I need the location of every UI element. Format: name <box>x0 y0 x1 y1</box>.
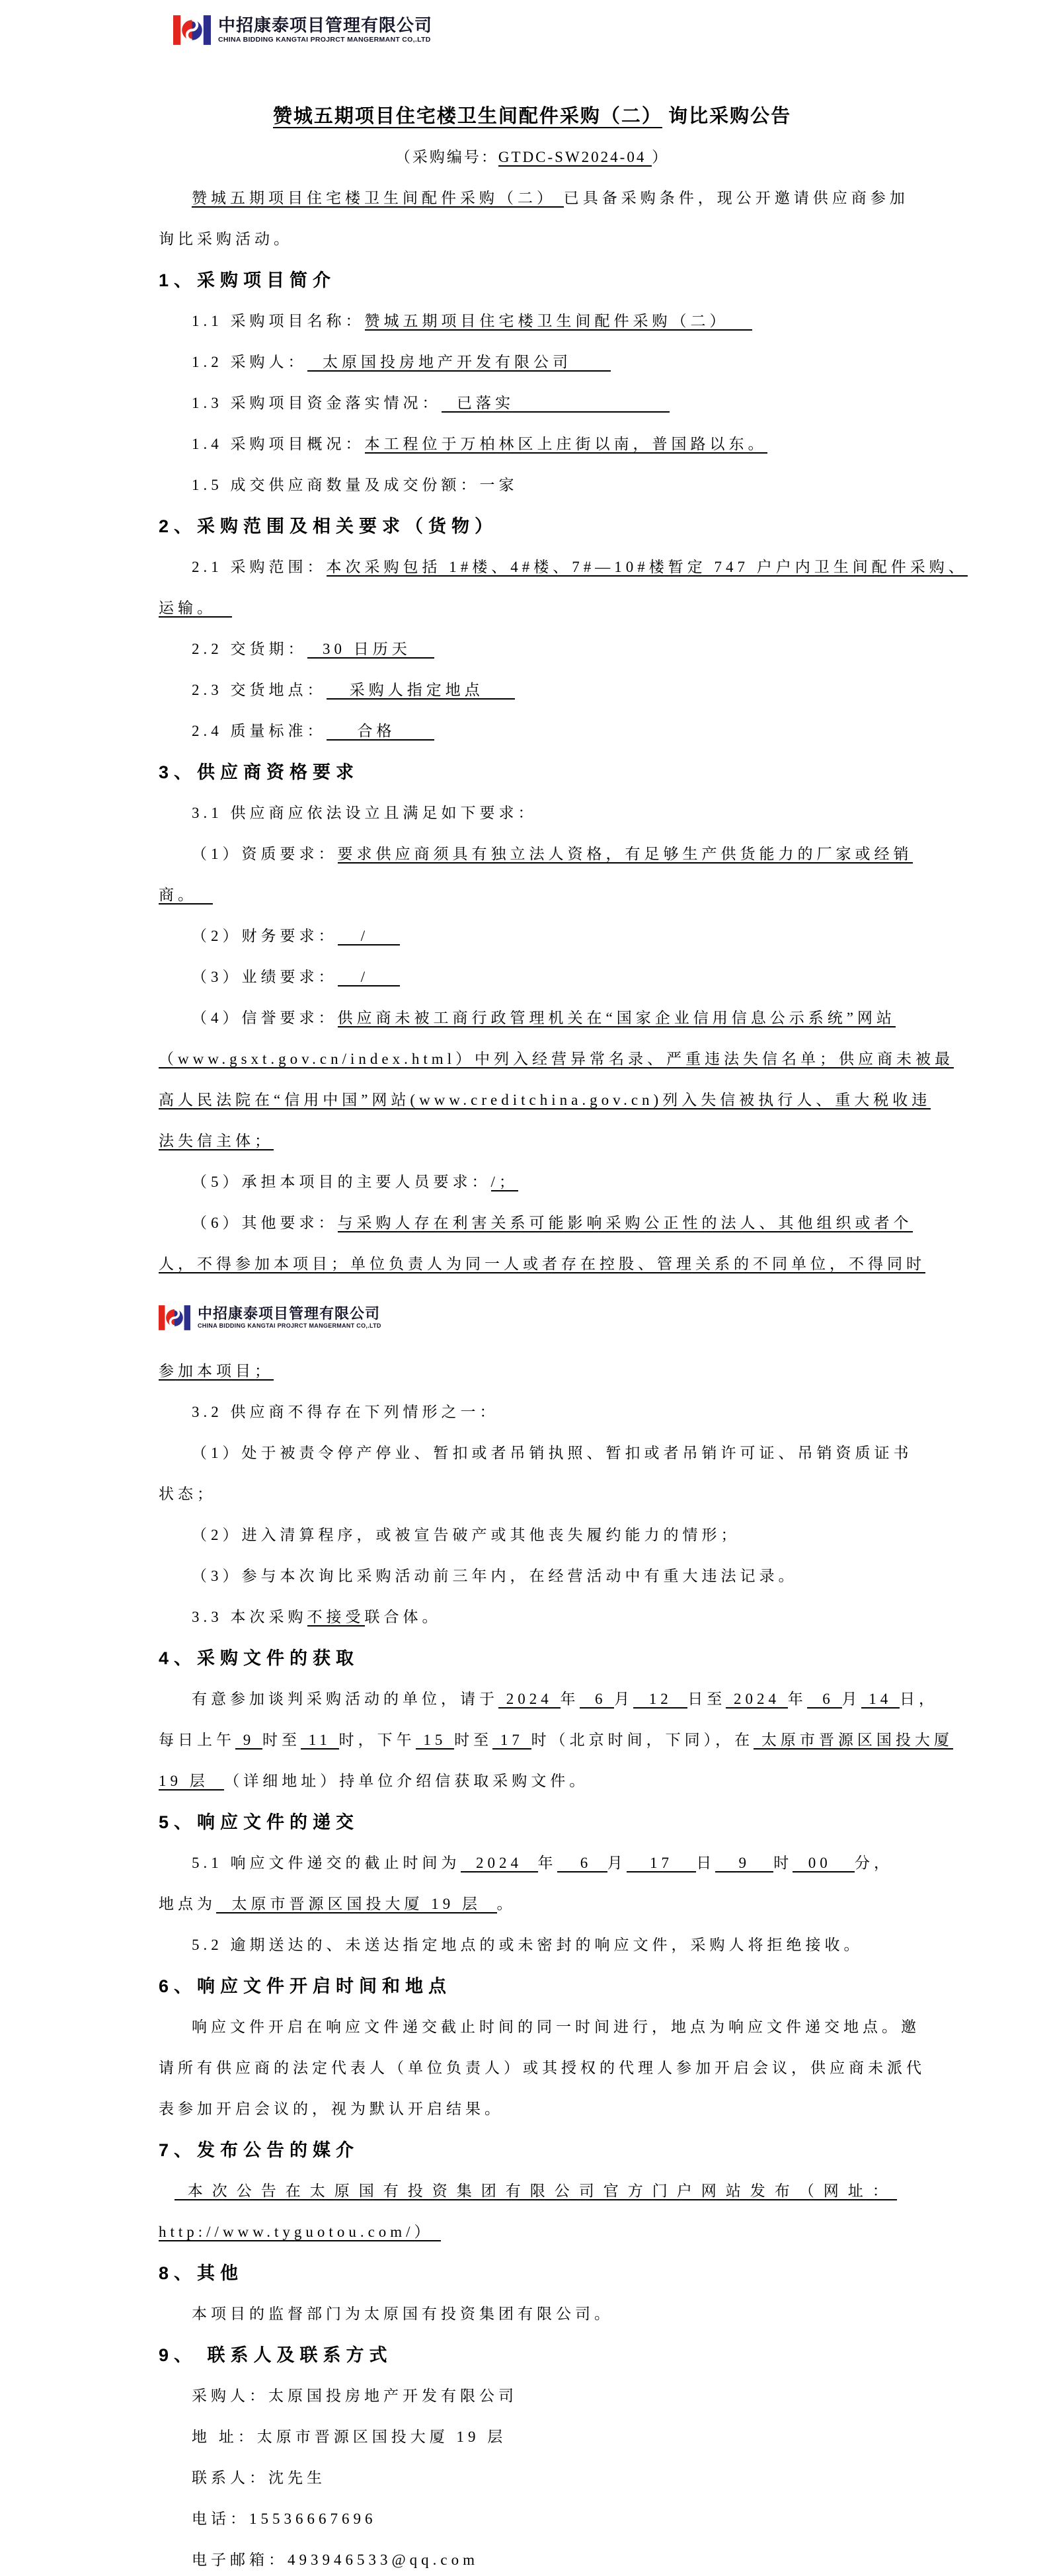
section-7-line-1 <box>159 2171 906 2212</box>
underlined-text: 赞城五期项目住宅楼卫生间配件采购（二） <box>364 313 752 329</box>
underlined-text: GTDC-SW2024-04 <box>498 149 652 165</box>
text-run: 1.3 采购项目资金落实情况： <box>192 395 442 411</box>
item-3-1-1 <box>159 834 913 875</box>
text-run: 7、发布公告的媒介 <box>159 2140 360 2160</box>
item-1-3 <box>159 383 906 424</box>
item-3-1-4-cont-1 <box>159 1039 954 1080</box>
text-run: 日至 <box>687 1691 726 1707</box>
underlined-text: 人，不得参加本项目；单位负责人为同一人或者存在控股、管理关系的不同单位，不得同时 <box>159 1256 925 1272</box>
text-run: （3）参与本次询比采购活动前三年内，在经营活动中有重大违法记录。 <box>192 1568 798 1584</box>
underlined-text: 本次采购包括 1#楼、4#楼、7#—10#楼暂定 747 户户内卫生间配件采购、 <box>326 559 968 575</box>
text-run: 已具备采购条件，现公开邀请供应商参加 <box>563 190 909 206</box>
item-3-2-2 <box>159 1515 906 1556</box>
text-run: （1）资质要求： <box>192 846 338 862</box>
item-2-3 <box>159 670 906 711</box>
item-1-4 <box>159 424 906 465</box>
section-1-heading <box>159 260 906 301</box>
section-4-line-3 <box>159 1761 906 1802</box>
text-run: 3.1 供应商应依法设立且满足如下要求： <box>192 805 537 821</box>
logo-icon <box>173 15 211 46</box>
text-run: （2）进入清算程序，或被宣告破产或其他丧失履约能力的情形； <box>192 1527 740 1543</box>
underlined-text: 30 日历天 <box>307 641 434 657</box>
section-4-heading <box>159 1638 906 1679</box>
text-run: （4）信誉要求： <box>192 1010 338 1026</box>
item-3-2-3 <box>159 1556 906 1597</box>
underlined-text: 太原市晋源区国投大厦 19 层 <box>216 1896 497 1912</box>
item-3-1-1-cont <box>159 875 906 916</box>
text-run: 每日上午 <box>159 1732 235 1748</box>
text-run: 月 <box>614 1691 634 1707</box>
item-1-1 <box>159 301 906 342</box>
text-run: 分， <box>855 1855 893 1871</box>
underlined-text: 太原市晋源区国投大厦 <box>754 1732 953 1748</box>
intro-line-1 <box>159 178 909 219</box>
section-6-heading <box>159 1966 906 2007</box>
text-run: 2、采购范围及相关要求（货物） <box>159 516 498 536</box>
logo-text <box>218 16 432 44</box>
text-run: 地 址：太原市晋源区国投大厦 19 层 <box>192 2429 507 2445</box>
text-run: 4、采购文件的获取 <box>159 1648 360 1668</box>
text-run: 1.1 采购项目名称： <box>192 313 365 329</box>
section-6-line-2 <box>159 2048 925 2089</box>
page-2-header-logo <box>159 1285 906 1351</box>
underlined-text: 要求供应商须具有独立法人资格，有足够生产供货能力的厂家或经销 <box>337 846 913 862</box>
section-9-heading <box>159 2335 906 2376</box>
contact-email <box>159 2540 906 2576</box>
text-run: 3.2 供应商不得存在下列情形之一： <box>192 1404 499 1420</box>
item-3-1-2 <box>159 916 906 957</box>
underlined-text: 6 <box>579 1691 615 1707</box>
text-run: 年 <box>537 1855 557 1871</box>
text-run: 9、 联系人及联系方式 <box>159 2345 393 2365</box>
item-3-2 <box>159 1392 906 1433</box>
text-run: 表参加开启会议的，视为默认开启结果。 <box>159 2101 504 2117</box>
underlined-text: http://www.tyguotou.com/） <box>159 2224 442 2240</box>
logo-company-name-en: CHINA BIDDING KANGTAI PROJRCT MANGERMANT CO,.LTD <box>198 1322 381 1330</box>
text-run: 日， <box>900 1691 938 1707</box>
logo-company-name: 中招康泰项目管理有限公司 <box>218 15 433 36</box>
text-run: 年 <box>787 1691 807 1707</box>
text-run: 月 <box>841 1691 861 1707</box>
underlined-text: 17 <box>626 1855 697 1871</box>
item-1-5 <box>159 465 906 506</box>
item-3-2-1-cont <box>159 1474 906 1515</box>
text-run: 月 <box>607 1855 627 1871</box>
section-6-line-1 <box>159 2007 920 2048</box>
text-run: （5）承担本项目的主要人员要求： <box>192 1174 491 1190</box>
item-3-1-6-cont-1 <box>159 1244 925 1285</box>
text-run: 时至 <box>262 1732 301 1748</box>
underlined-text: 9 <box>235 1732 262 1748</box>
item-3-1-4 <box>159 998 906 1039</box>
section-4-line-1 <box>159 1679 938 1720</box>
underlined-text: 本工程位于万柏林区上庄街以南，普国路以东。 <box>364 436 767 452</box>
text-run: 采购人：太原国投房地产开发有限公司 <box>192 2388 518 2404</box>
underlined-text: 赞城五期项目住宅楼卫生间配件采购（二） <box>272 106 662 127</box>
item-3-3 <box>159 1597 906 1638</box>
underlined-text: 6 <box>806 1691 842 1707</box>
section-3-heading <box>159 752 906 793</box>
text-run: 2.3 交货地点： <box>192 682 327 698</box>
contact-person <box>159 2458 906 2499</box>
text-run: 地点为 <box>159 1896 216 1912</box>
underlined-text: 2024 <box>460 1855 538 1871</box>
text-run: （6）其他要求： <box>192 1215 338 1231</box>
contact-address <box>159 2417 906 2458</box>
underlined-text: 运输。 <box>159 600 232 616</box>
item-5-2 <box>159 1925 906 1966</box>
item-2-1-cont <box>159 588 906 629</box>
underlined-text: 2024 <box>498 1691 561 1707</box>
text-run: 2.4 质量标准： <box>192 723 327 739</box>
text-run: 3.3 本次采购 <box>192 1609 307 1625</box>
text-run: 本项目的监督部门为太原国有投资集团有限公司。 <box>192 2306 613 2322</box>
logo-icon <box>159 1305 190 1331</box>
text-run: （3）业绩要求： <box>192 969 338 985</box>
item-5-1-cont <box>159 1884 906 1925</box>
item-5-1 <box>159 1843 906 1884</box>
item-3-1-6-cont-2 <box>159 1351 906 1392</box>
underlined-text: 11 <box>301 1732 339 1748</box>
company-logo <box>173 15 432 46</box>
item-3-1-3 <box>159 957 906 998</box>
text-run: （1）处于被责令停产停业、暂扣或者吊销执照、暂扣或者吊销许可证、吊销资质证书 <box>192 1445 913 1461</box>
logo-text <box>198 1306 381 1330</box>
underlined-text: 采购人指定地点 <box>326 682 515 698</box>
text-run: 有意参加谈判采购活动的单位，请于 <box>192 1691 498 1707</box>
item-3-2-1 <box>159 1433 913 1474</box>
company-logo <box>159 1305 381 1331</box>
text-run: 时至 <box>454 1732 493 1748</box>
section-2-heading <box>159 506 906 547</box>
underlined-text: 00 <box>793 1855 855 1871</box>
text-run: 联合体。 <box>364 1609 442 1625</box>
item-3-1-4-cont-2 <box>159 1080 931 1121</box>
text-run: 状态； <box>159 1486 216 1502</box>
contact-phone <box>159 2499 906 2540</box>
underlined-text: /； <box>490 1174 518 1190</box>
underlined-text: 高人民法院在“信用中国”网站(www.creditchina.gov.cn)列入失信被执行人、重大税收违 <box>159 1092 931 1108</box>
text-run: （采购编号： <box>395 149 498 165</box>
document-body <box>159 96 968 2576</box>
text-run: 2.2 交货期： <box>192 641 307 657</box>
logo-company-name-en: CHINA BIDDING KANGTAI PROJRCT MANGERMANT CO,.LTD <box>218 36 431 44</box>
underlined-text: 本次公告在太原国有投资集团有限公司官方门户网站发布（网址： <box>175 2183 897 2199</box>
text-run: 8、其他 <box>159 2263 244 2283</box>
underlined-text: 法失信主体； <box>159 1133 274 1149</box>
contact-purchaser <box>159 2376 906 2417</box>
item-3-1-5 <box>159 1162 906 1203</box>
text-run: 请所有供应商的法定代表人（单位负责人）或其授权的代理人参加开启会议，供应商未派代 <box>159 2060 925 2076</box>
text-run: ） <box>652 149 670 165</box>
text-run: （详细地址）持单位介绍信获取采购文件。 <box>224 1773 589 1789</box>
item-3-1-4-cont-3 <box>159 1121 906 1162</box>
underlined-text: 9 <box>715 1855 774 1871</box>
procurement-number <box>159 137 906 178</box>
item-3-1 <box>159 793 906 834</box>
text-run: 1.2 采购人： <box>192 354 307 370</box>
text-run: 时（北京时间，下同），在 <box>531 1732 754 1748</box>
text-run: 3、供应商资格要求 <box>159 762 360 782</box>
intro-line-2 <box>159 219 906 260</box>
doc-title <box>159 96 906 137</box>
logo-company-name: 中招康泰项目管理有限公司 <box>198 1305 381 1322</box>
underlined-text: 供应商未被工商行政管理机关在“国家企业信用信息公示系统”网站 <box>337 1010 896 1026</box>
section-4-line-2 <box>159 1720 953 1761</box>
underlined-text: 2024 <box>726 1691 788 1707</box>
underlined-text: 17 <box>492 1732 531 1748</box>
text-run: 时，下午 <box>338 1732 416 1748</box>
section-7-line-2 <box>159 2212 906 2253</box>
item-3-1-6 <box>159 1203 913 1244</box>
text-run: 电话：15536667696 <box>192 2511 377 2527</box>
text-run: （2）财务要求： <box>192 928 338 944</box>
underlined-text: 不接受 <box>307 1609 365 1625</box>
text-run: 1.5 成交供应商数量及成交份额：一家 <box>192 477 518 493</box>
item-2-4 <box>159 711 906 752</box>
text-run: 电子邮箱：493946533@qq.com <box>192 2552 479 2568</box>
section-6-line-3 <box>159 2089 906 2130</box>
text-run: 询比采购公告 <box>662 106 792 127</box>
underlined-text: 合格 <box>326 723 435 739</box>
text-run: 响应文件开启在响应文件递交截止时间的同一时间进行，地点为响应文件递交地点。邀 <box>192 2019 920 2035</box>
underlined-text: 太原国投房地产开发有限公司 <box>307 354 611 370</box>
item-2-1 <box>159 547 968 588</box>
underlined-text: 12 <box>633 1691 688 1707</box>
item-2-2 <box>159 629 906 670</box>
underlined-text: 15 <box>415 1732 455 1748</box>
underlined-text: 19 层 <box>159 1773 225 1789</box>
underlined-text: / <box>337 969 401 985</box>
text-run: 时 <box>773 1855 793 1871</box>
underlined-text: 已落实 <box>441 395 670 411</box>
underlined-text: 赞城五期项目住宅楼卫生间配件采购（二） <box>192 190 564 206</box>
text-run: 5、响应文件的递交 <box>159 1812 360 1832</box>
text-run: 1.4 采购项目概况： <box>192 436 365 452</box>
section-8-heading <box>159 2253 906 2294</box>
underlined-text: 14 <box>861 1691 900 1707</box>
text-run: 日 <box>696 1855 716 1871</box>
text-run: 1、采购项目简介 <box>159 270 336 290</box>
section-7-heading <box>159 2130 906 2171</box>
text-run: 5.1 响应文件递交的截止时间为 <box>192 1855 461 1871</box>
underlined-text: （www.gsxt.gov.cn/index.html）中列入经营异常名录、严重违法失信名单；供应商未被最 <box>159 1051 954 1067</box>
underlined-text: / <box>337 928 401 944</box>
section-5-heading <box>159 1802 906 1843</box>
underlined-text: 6 <box>557 1855 607 1871</box>
text-run: 年 <box>560 1691 580 1707</box>
text-run: 询比采购活动。 <box>159 231 293 247</box>
text-run: 2.1 采购范围： <box>192 559 327 575</box>
text-run: 5.2 逾期送达的、未送达指定地点的或未密封的响应文件，采购人将拒绝接收。 <box>192 1937 863 1953</box>
text-run: 联系人：沈先生 <box>192 2470 326 2486</box>
underlined-text: 商。 <box>159 887 213 903</box>
underlined-text: 参加本项目； <box>159 1363 274 1379</box>
underlined-text: 与采购人存在利害关系可能影响采购公正性的法人、其他组织或者个 <box>337 1215 913 1231</box>
text-run: 6、响应文件开启时间和地点 <box>159 1976 452 1996</box>
text-run: 。 <box>496 1896 516 1912</box>
section-8-body <box>159 2294 906 2335</box>
item-1-2 <box>159 342 906 383</box>
